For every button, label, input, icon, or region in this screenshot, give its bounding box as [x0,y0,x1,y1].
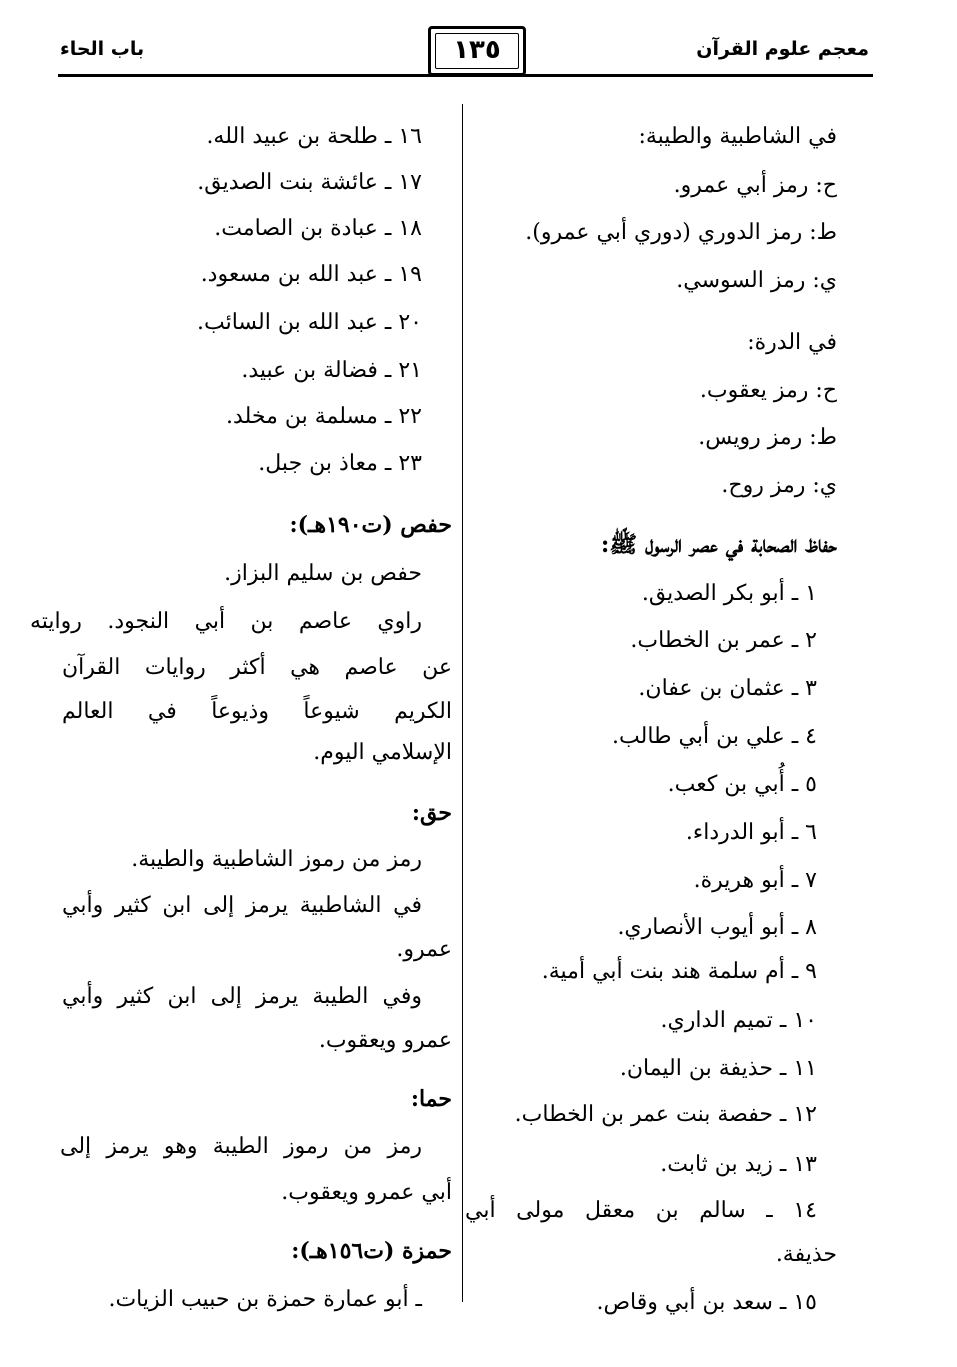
list-item: ١٣ ـ زيد بن ثابت. [660,1152,817,1177]
list-item: ح: رمز يعقوب. [699,378,837,403]
section-heading: في الدرة: [747,330,837,355]
entry-text: في الشاطبية يرمز إلى ابن كثير وأبي [62,893,422,918]
list-item: ي: رمز روح. [721,473,837,498]
list-item: ١١ ـ حذيفة بن اليمان. [619,1056,817,1081]
list-item: ط: رمز رويس. [698,425,837,450]
entry-text: ـ أبو عمارة حمزة بن حبيب الزيات. [108,1287,422,1312]
list-item: ١٩ ـ عبد الله بن مسعود. [200,262,422,287]
list-item: ٢٠ ـ عبد الله بن السائب. [197,310,422,335]
list-item-continuation: حذيفة. [775,1242,837,1267]
list-item: ٢٢ ـ مسلمة بن مخلد. [226,404,422,429]
section-heading: في الشاطبية والطيبة: [638,124,837,149]
column-divider [462,104,463,1302]
entry-heading: حفص (ت١٩٠هـ): [289,512,452,538]
list-item: ح: رمز أبي عمرو. [673,173,837,198]
section-heading: حفاظ الصحابة في عصر الرسول ﷺ: [600,531,837,558]
list-item: ١٤ ـ سالم بن معقل مولى أبي [465,1198,817,1223]
entry-text: الكريم شيوعاً وذيوعاً في العالم [62,699,452,724]
entry-text: راوي عاصم بن أبي النجود. روايته [30,609,422,634]
list-item: ١٢ ـ حفصة بنت عمر بن الخطاب. [514,1102,817,1127]
list-item: ٥ ـ أُبي بن كعب. [667,772,817,797]
entry-text: حفص بن سليم البزاز. [224,561,422,586]
entry-text: رمز من رموز الطيبة وهو يرمز إلى [60,1134,422,1159]
list-item: ي: رمز السوسي. [676,268,837,293]
entry-text: عمرو. [396,937,452,962]
entry-text: رمز من رموز الشاطبية والطيبة. [131,847,422,872]
list-item: ١٠ ـ تميم الداري. [660,1008,817,1033]
list-item: ٣ ـ عثمان بن عفان. [638,676,817,701]
entry-text: عمرو ويعقوب. [318,1028,452,1053]
entry-heading: حق: [411,800,452,826]
list-item: ٩ ـ أم سلمة هند بنت أبي أمية. [541,959,817,984]
running-title: معجم علوم القرآن [696,38,869,60]
list-item: ٧ ـ أبو هريرة. [693,868,817,893]
page-number: ١٣٥ [453,35,501,65]
list-item: ١٧ ـ عائشة بنت الصديق. [197,170,422,195]
list-item: ٢ ـ عمر بن الخطاب. [630,628,817,653]
list-item: ١ ـ أبو بكر الصديق. [641,581,817,606]
list-item: ٤ ـ علي بن أبي طالب. [612,724,817,749]
list-item: ١٥ ـ سعد بن أبي وقاص. [596,1290,817,1315]
entry-text: عن عاصم هي أكثر روايات القرآن [62,655,452,680]
list-item: ١٨ ـ عبادة بن الصامت. [214,216,422,241]
entry-text: أبي عمرو ويعقوب. [281,1180,452,1205]
entry-heading: حمزة (ت١٥٦هـ): [291,1238,452,1264]
list-item: ٢٣ ـ معاذ بن جبل. [258,451,422,476]
list-item: ٢١ ـ فضالة بن عبيد. [241,358,422,383]
list-item: ٦ ـ أبو الدرداء. [685,820,817,845]
chapter-title: باب الحاء [60,38,145,60]
entry-text: الإسلامي اليوم. [313,740,452,765]
page-number-frame [428,26,526,76]
list-item: ٨ ـ أبو أيوب الأنصاري. [617,915,817,940]
entry-heading: حما: [410,1086,452,1112]
entry-text: وفي الطيبة يرمز إلى ابن كثير وأبي [62,984,422,1009]
list-item: ١٦ ـ طلحة بن عبيد الله. [206,124,422,149]
list-item: ط: رمز الدوري (دوري أبي عمرو). [525,220,837,245]
